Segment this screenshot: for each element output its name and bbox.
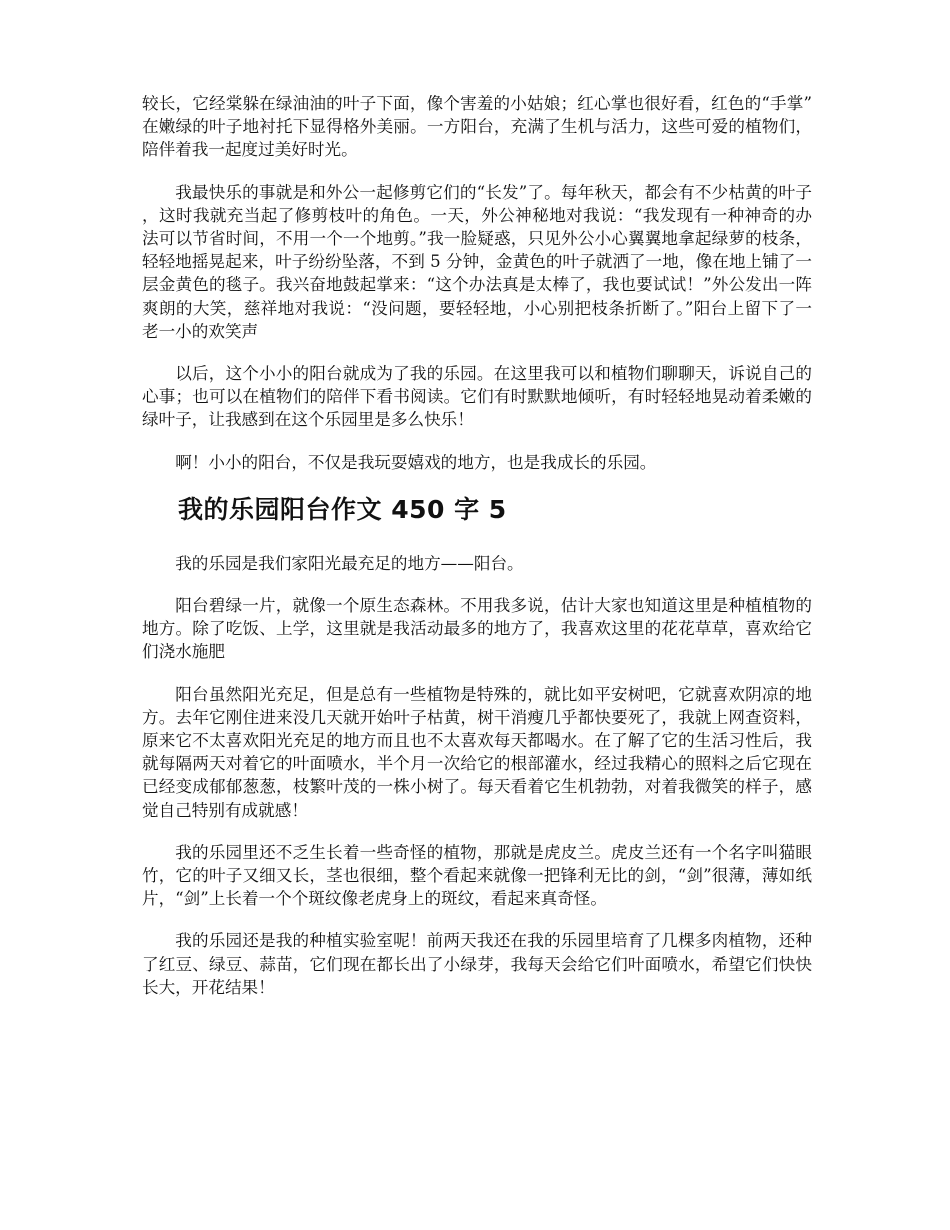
paragraph-peace-tree: 阳台虽然阳光充足，但是总有一些植物是特殊的，就比如平安树吧，它就喜欢阴凉的地方。去年它刚住进来没几天就开始叶子枯黄，树干消瘦几乎都快要死了，我就上网查资料，原来它不太喜欢阳光充足的地方而且也不太喜欢每天都喝水。在了解了它的生活习性后，我就每隔两天对着它的叶面喷水，半个月一次给它的根部灌水，经过我精心的照料之后它现在已经变成郁郁葱葱，枝繁叶茂的一株小树了。每天看着它生机勃勃，对着我微笑的样子，感觉自己特别有成就感！ <box>142 684 812 820</box>
paragraph-tiger-orchid: 我的乐园里还不乏生长着一些奇怪的植物，那就是虎皮兰。虎皮兰还有一个名字叫猫眼竹，它的叶子又细又长，茎也很细，整个看起来就像一把锋利无比的剑，“剑”很薄，薄如纸片，“剑”上长着一个个斑纹像老虎身上的斑纹，看起来真奇怪。 <box>142 842 812 909</box>
paragraph-conclusion: 啊！小小的阳台，不仅是我玩耍嬉戏的地方，也是我成长的乐园。 <box>175 452 657 472</box>
section-heading: 我的乐园阳台作文 450 字 5 <box>178 494 507 524</box>
paragraph-intro: 我的乐园是我们家阳光最充足的地方——阳台。 <box>175 553 524 573</box>
paragraph-green-forest: 阳台碧绿一片，就像一个原生态森林。不用我多说，估计大家也知道这里是种植植物的地方。除了吃饭、上学，这里就是我活动最多的地方了，我喜欢这里的花花草草，喜欢给它们浇水施肥 <box>142 596 812 662</box>
document-page <box>142 92 812 1018</box>
paragraph-continuation: 较长，它经棠躲在绿油油的叶子下面，像个害羞的小姑娘；红心掌也很好看，红色的“手掌”在嫩绿的叶子地衬托下显得格外美丽。一方阳台，充满了生机与活力，这些可爱的植物们，陪伴着我一起度过美好时光。 <box>142 94 812 160</box>
paragraph-balcony-paradise: 以后，这个小小的阳台就成为了我的乐园。在这里我可以和植物们聊聊天，诉说自己的心事；也可以在植物们的陪伴下看书阅读。它们有时默默地倾听，有时轻轻地晃动着柔嫩的绿叶子，让我感到在这个乐园里是多么快乐！ <box>142 364 812 430</box>
paragraph-trimming-leaves: 我最快乐的事就是和外公一起修剪它们的“长发”了。每年秋天，都会有不少枯黄的叶子，这时我就充当起了修剪枝叶的角色。一天，外公神秘地对我说：“我发现有一种神奇的办法可以节省时间，不用一个一个地剪。”我一脸疑惑，只见外公小心翼翼地拿起绿萝的枝条，轻轻地摇晃起来，叶子纷纷坠落，不到 5 分钟，金黄色的叶子就洒了一地，像在地上铺了一层金黄色的毯子。我兴奋地鼓起掌来：“这个办法真是太棒了，我也要试试！”外公发出一阵爽朗的大笑，慈祥地对我说：“没问题，要轻轻地，小心别把枝条折断了。”阳台上留下了一老一小的欢笑声 <box>142 182 812 341</box>
paragraph-planting-lab: 我的乐园还是我的种植实验室呢！前两天我还在我的乐园里培育了几棵多肉植物，还种了红豆、绿豆、蒜苗，它们现在都长出了小绿芽，我每天会给它们叶面喷水，希望它们快快长大，开花结果！ <box>142 931 812 997</box>
